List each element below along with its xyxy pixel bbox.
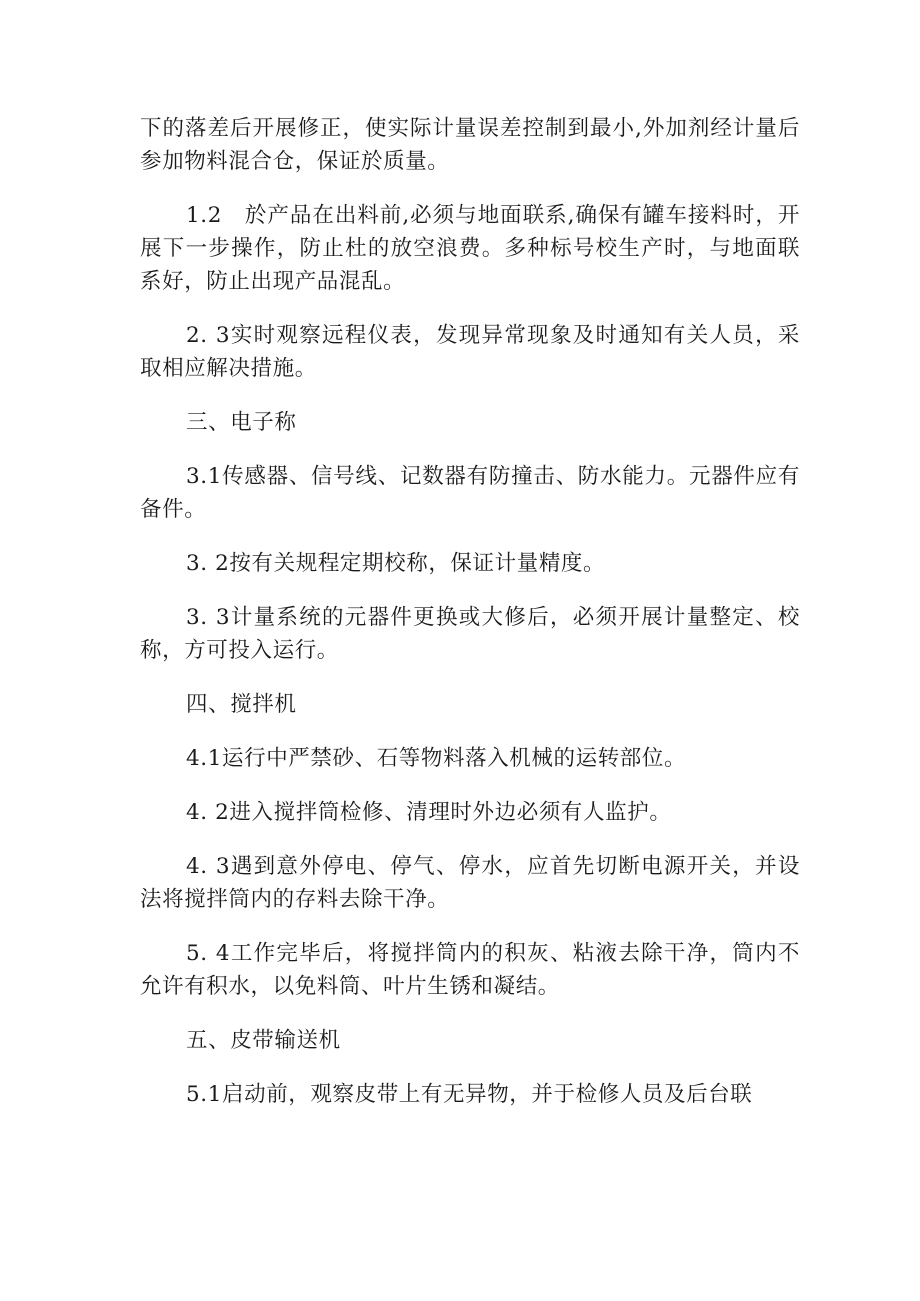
section-heading-belt-conveyor: 五、皮带输送机: [186, 1028, 341, 1053]
paragraph-3-1: 3.1传感器、信号线、记数器有防撞击、防水能力。元器件应有备件。: [140, 464, 800, 522]
paragraph-continued: 下的落差后开展修正，使实际计量误差控制到最小,外加剂经计量后参加物料混合仓，保证於质量。: [140, 116, 800, 174]
section-heading-mixer: 四、搅拌机: [186, 692, 297, 717]
paragraph-1-2: 1.2 於产品在出料前,必须与地面联系,确保有罐车接料时，开展下一步操作，防止杜的放空浪费。多种标号校生产时，与地面联系好，防止出现产品混乱。: [140, 203, 800, 294]
paragraph-5-4: 5. 4工作完毕后，将搅拌筒内的积灰、粘液去除干净，筒内不允许有积水，以免料筒、叶片生锈和凝结。: [140, 941, 800, 999]
paragraph-2-3: 2. 3实时观察远程仪表，发现异常现象及时通知有关人员，采取相应解决措施。: [140, 323, 800, 381]
document-body: [140, 112, 800, 1132]
paragraph-3-2: 3. 2按有关规程定期校称，保证计量精度。: [186, 551, 606, 576]
paragraph-3-3: 3. 3计量系统的元器件更换或大修后，必须开展计量整定、校称，方可投入运行。: [140, 605, 800, 663]
paragraph-5-1: 5.1启动前，观察皮带上有无异物，并于检修人员及后台联: [186, 1082, 753, 1107]
paragraph-4-1: 4.1运行中严禁砂、石等物料落入机械的运转部位。: [186, 746, 687, 771]
paragraph-4-2: 4. 2进入搅拌筒检修、清理时外边必须有人监护。: [186, 800, 672, 825]
section-heading-electronic-scale: 三、电子称: [186, 410, 297, 435]
paragraph-4-3: 4. 3遇到意外停电、停气、停水，应首先切断电源开关，并设法将搅拌筒内的存料去除干净。: [140, 854, 800, 912]
